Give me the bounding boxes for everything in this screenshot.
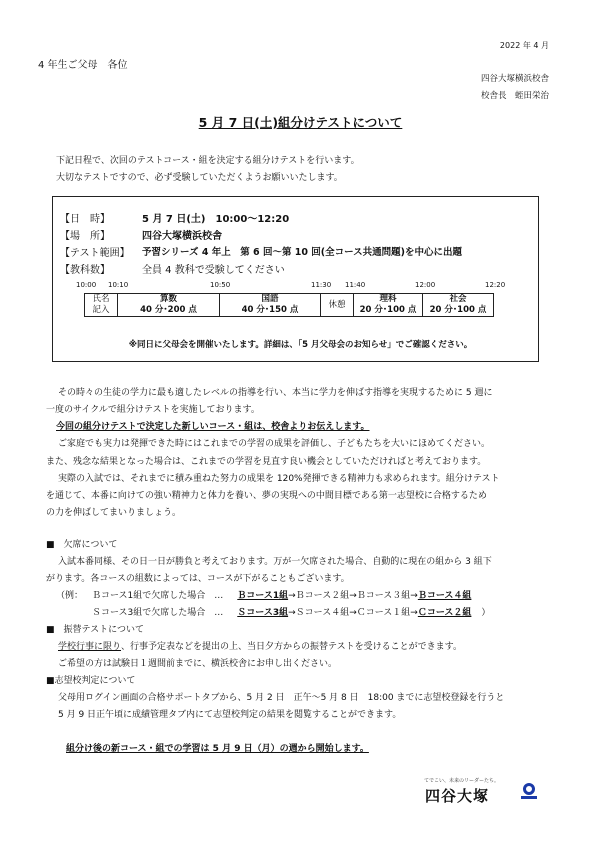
- subjects-label: 【教科数】: [60, 265, 110, 276]
- intro-line-2: 大切なテストですので、必ず受験していただくようお願いいたします。: [56, 173, 343, 183]
- subjects-value: 全員 4 教科で受験してください: [142, 265, 285, 276]
- page-title: 5 月 7 日(土)組分けテストについて: [198, 115, 403, 130]
- absence-heading: ■ 欠席について: [46, 540, 118, 550]
- document-date: 2022 年 4 月: [499, 41, 549, 50]
- example-2-case: Ｓコース3組で欠席した場合 …: [92, 608, 224, 618]
- time-label: 10:50: [210, 281, 231, 289]
- judgment-heading: ■志望校判定について: [46, 676, 136, 686]
- body-p1-line-2: 一度のサイクルで組分けテストを実施しております。: [46, 405, 260, 415]
- parents-meeting-note: ※同日に父母会を開催いたします。詳細は、「5 月父母会のお知らせ」でご確認ください。: [128, 340, 473, 350]
- place-value: 四谷大塚横浜校舎: [142, 231, 222, 242]
- example-1-mid: →Ｂコース２組→Ｂコース３組→: [288, 591, 418, 601]
- makeup-line-2: ご希望の方は試験日１週間前までに、横浜校舎にお申し出ください。: [58, 659, 338, 669]
- recipient: 4 年生ご父母 各位: [38, 60, 128, 71]
- schedule-table: [84, 293, 494, 317]
- time-label: 12:00: [415, 281, 436, 289]
- makeup-heading: ■ 振替テストについて: [46, 625, 144, 635]
- footer-note: 組分け後の新コース・組での学習は 5 月 9 日（月）の週から開始します。: [66, 744, 369, 754]
- place-label: 【場 所】: [60, 231, 110, 242]
- body-p3-line-3: の力を伸ばしてまいりましょう。: [46, 508, 182, 518]
- body-p1-underline: 今回の組分けテストで決定した新しいコース・組は、校舎よりお伝えします。: [56, 422, 370, 432]
- judgment-line-1: 父母用ログイン画面の合格サポートタブから、5 月 2 日 正午～5 月 8 日 18:00 までに志望校登録を行うと: [58, 693, 505, 703]
- example-label: （例：: [56, 591, 84, 601]
- example-1-start: Ｂコース1組: [237, 591, 289, 601]
- intro-line-1: 下記日程で、次回のテストコース・組を決定する組分けテストを行います。: [56, 156, 360, 166]
- logo-mark-icon: [520, 782, 538, 800]
- body-p1-line-1: その時々の生徒の学力に最も適したレベルの指導を行い、本当に学力を伸ばす指導を実現するために 5 週に: [58, 388, 493, 398]
- time-label: 11:30: [311, 281, 332, 289]
- scope-value: 予習シリーズ 4 年上 第 6 回～第 10 回(全コース共通問題)を中心に出題: [142, 247, 463, 258]
- japanese-cell: [220, 294, 321, 317]
- judgment-line-2: 5 月 9 日正午頃に成績管理タブ内にて志望校判定の結果を閲覧することができます。: [58, 710, 402, 720]
- date-value: 5 月 7 日(土) 10:00～12:20: [142, 214, 290, 225]
- math-cell: [118, 294, 220, 317]
- absence-line-2: がります。各コースの組数によっては、コースが下がることもございます。: [46, 574, 350, 584]
- logo-name: 四谷大塚: [425, 787, 490, 805]
- japanese-subject: 国語: [261, 294, 279, 304]
- example-1-case: Ｂコース1組で欠席した場合 …: [92, 591, 224, 601]
- body-p2-line-1: ご家庭でも実力は発揮できた時にはこれまでの学習の成果を評価し、子どもたちを大いにほめてください。: [58, 439, 491, 449]
- science-cell: [354, 294, 423, 317]
- time-label: 12:20: [485, 281, 506, 289]
- time-label: 11:40: [345, 281, 366, 289]
- math-detail: 40 分･200 点: [140, 305, 197, 315]
- time-label: 10:10: [108, 281, 129, 289]
- japanese-detail: 40 分･150 点: [241, 305, 299, 315]
- science-detail: 20 分･100 点: [359, 305, 417, 315]
- name-entry-label: 氏名: [92, 294, 110, 304]
- absence-line-1: 入試本番同様、その日一日が勝負と考えております。万が一欠席された場合、自動的に現在の組から 3 組下: [58, 557, 492, 567]
- science-subject: 理科: [379, 294, 397, 304]
- example-1-end: Ｂコース４組: [417, 591, 472, 601]
- logo-tagline: てでこい、未来のリーダーたち。: [424, 778, 500, 784]
- math-subject: 算数: [159, 294, 177, 304]
- date-label: 【日 時】: [60, 214, 110, 225]
- makeup-line-1-rest: 、行事予定表などを提出の上、当日夕方からの振替テストを受けることができます。: [121, 642, 462, 652]
- example-2-end: Ｃコース２組: [417, 608, 472, 618]
- body-p2-line-2: また、残念な結果となった場合は、これまでの学習を見直す良い機会としていただければと考えております。: [46, 457, 487, 467]
- school-name: 四谷大塚横浜校舎: [480, 74, 549, 84]
- social-cell: [423, 294, 494, 317]
- body-p3-line-2: を通じて、本番に向けての強い精神力と体力を養い、夢の実現への中間目標である第一志望校に合格するため: [46, 491, 487, 501]
- body-p3-line-1: 実際の入試では、それまでに積み重ねた努力の成果を 120%発揮できる精神力も求められます。組分けテスト: [58, 474, 500, 484]
- makeup-line-1: [58, 639, 462, 652]
- example-2: [92, 605, 490, 618]
- example-close: ）: [481, 608, 491, 618]
- principal-name: 校舎長 蛭田栄治: [480, 91, 549, 101]
- time-label: 10:00: [76, 281, 97, 289]
- example-1: [92, 588, 471, 601]
- example-2-start: Ｓコース3組: [237, 608, 289, 618]
- name-entry-label: 記入: [92, 305, 110, 315]
- social-detail: 20 分･100 点: [429, 305, 487, 315]
- name-entry-cell: [85, 294, 118, 317]
- break-cell: 休憩: [321, 294, 354, 317]
- makeup-underline: 学校行事に限り: [58, 642, 122, 652]
- example-2-mid: →Ｓコース４組→Ｃコース１組→: [288, 608, 418, 618]
- scope-label: 【テスト範囲】: [60, 248, 130, 259]
- social-subject: 社会: [449, 294, 467, 304]
